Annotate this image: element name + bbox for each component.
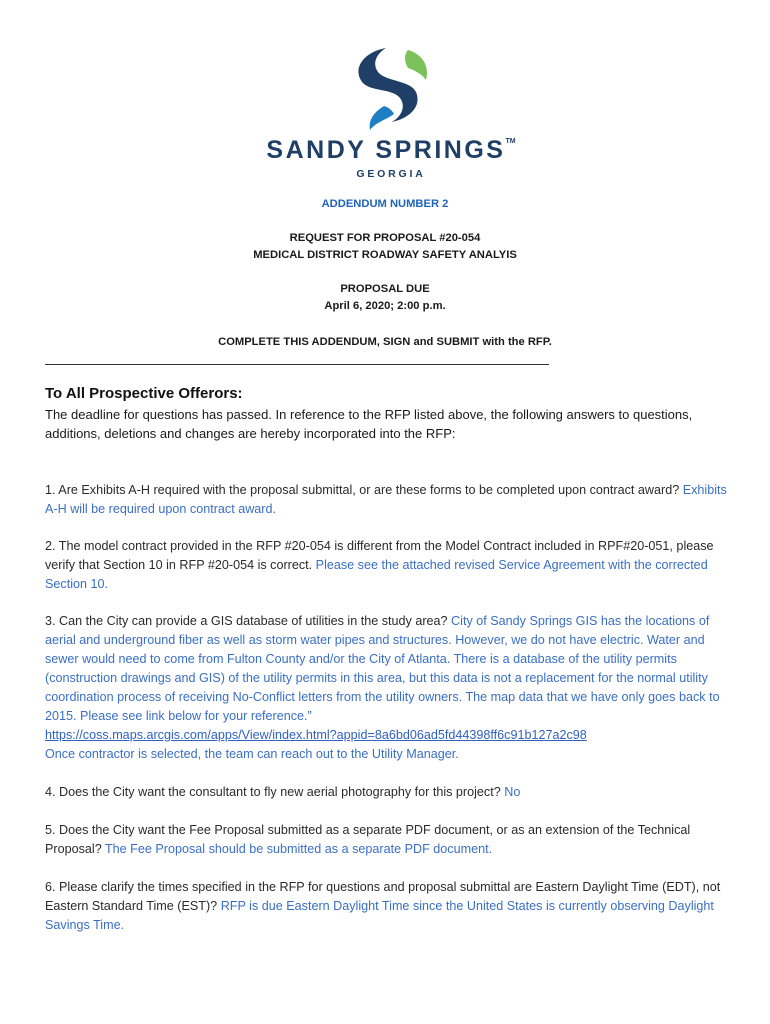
question-text: 3. Can the City can provide a GIS database of utilities in the study area? bbox=[45, 614, 452, 628]
answer-text: Please see the attached revised Service Agreement with the corrected Section 10. bbox=[45, 558, 708, 591]
question-text: 1. Are Exhibits A-H required with the proposal submittal, or are these forms to be completed upon contract award? bbox=[45, 483, 683, 497]
qa-item-1 bbox=[45, 481, 735, 519]
sandy-springs-logo bbox=[246, 44, 536, 184]
intro-paragraph: The deadline for questions has passed. In reference to the RFP listed above, the following answers to questions, additions, deletions and changes are hereby incorporated into the RFP: bbox=[45, 407, 693, 441]
answer-text: RFP is due Eastern Daylight Time since the United States is currently observing Daylight Savings Time. bbox=[45, 899, 714, 932]
qa-item-5 bbox=[45, 821, 735, 859]
answer-text: City of Sandy Springs GIS has the locations of aerial and underground fiber as well as storm water pipes and structures. However, we do not have electric. Water and sewer would need to come from Fulton County and/or the City of Atlanta. There is a database of the utility permits (construction drawings and GIS) of the utility permits in this area, but this data is not a replacement for the normal utility coordination process of receiving No-Conflict letters from the utility owners. The map data that we have only goes back to 2015. Please see link below for your reference.” bbox=[45, 614, 720, 723]
qa-item-3 bbox=[45, 612, 735, 764]
qa-item-6 bbox=[45, 878, 735, 935]
logo-subtitle: GEORGIA bbox=[356, 168, 426, 180]
question-text: 6. Please clarify the times specified in the RFP for questions and proposal submittal are Eastern Daylight Time (EDT), not Eastern Standard Time (EST)? bbox=[45, 880, 721, 913]
divider-line bbox=[45, 364, 549, 365]
question-text: 2. The model contract provided in the RFP #20-054 is different from the Model Contract included in RPF#20-051, please verify that Section 10 in RFP #20-054 is correct. bbox=[45, 539, 714, 572]
answer-text: No bbox=[504, 785, 521, 799]
submission-instruction: COMPLETE THIS ADDENDUM, SIGN and SUBMIT with the RFP. bbox=[218, 336, 552, 348]
addendum-number: ADDENDUM NUMBER 2 bbox=[321, 198, 449, 210]
answer-text: Exhibits A-H will be required upon contract award. bbox=[45, 483, 727, 516]
rfp-title: MEDICAL DISTRICT ROADWAY SAFETY ANALYIS bbox=[253, 249, 517, 261]
question-text: 4. Does the City want the consultant to fly new aerial photography for this project? bbox=[45, 785, 505, 799]
gis-map-link[interactable]: https://coss.maps.arcgis.com/apps/View/index.html?appid=8a6bd06ad5fd44398ff6c91b127a2c98 bbox=[45, 728, 587, 742]
qa-item-4 bbox=[45, 783, 735, 802]
section-heading: To All Prospective Offerors: bbox=[45, 385, 243, 402]
answer-text: The Fee Proposal should be submitted as a separate PDF document. bbox=[104, 842, 493, 856]
rfp-number: REQUEST FOR PROPOSAL #20-054 bbox=[289, 232, 481, 244]
sandy-springs-logo-mark-icon bbox=[346, 44, 436, 134]
question-text: 5. Does the City want the Fee Proposal submitted as a separate PDF document, or as an extension of the Technical Proposal? bbox=[45, 823, 691, 856]
answer-extra-text: Once contractor is selected, the team can reach out to the Utility Manager. bbox=[45, 747, 459, 761]
proposal-due-date: April 6, 2020; 2:00 p.m. bbox=[324, 300, 446, 312]
logo-wordmark: SANDY SPRINGS™ bbox=[266, 136, 516, 164]
proposal-due-label: PROPOSAL DUE bbox=[340, 283, 430, 295]
qa-item-2 bbox=[45, 537, 735, 594]
